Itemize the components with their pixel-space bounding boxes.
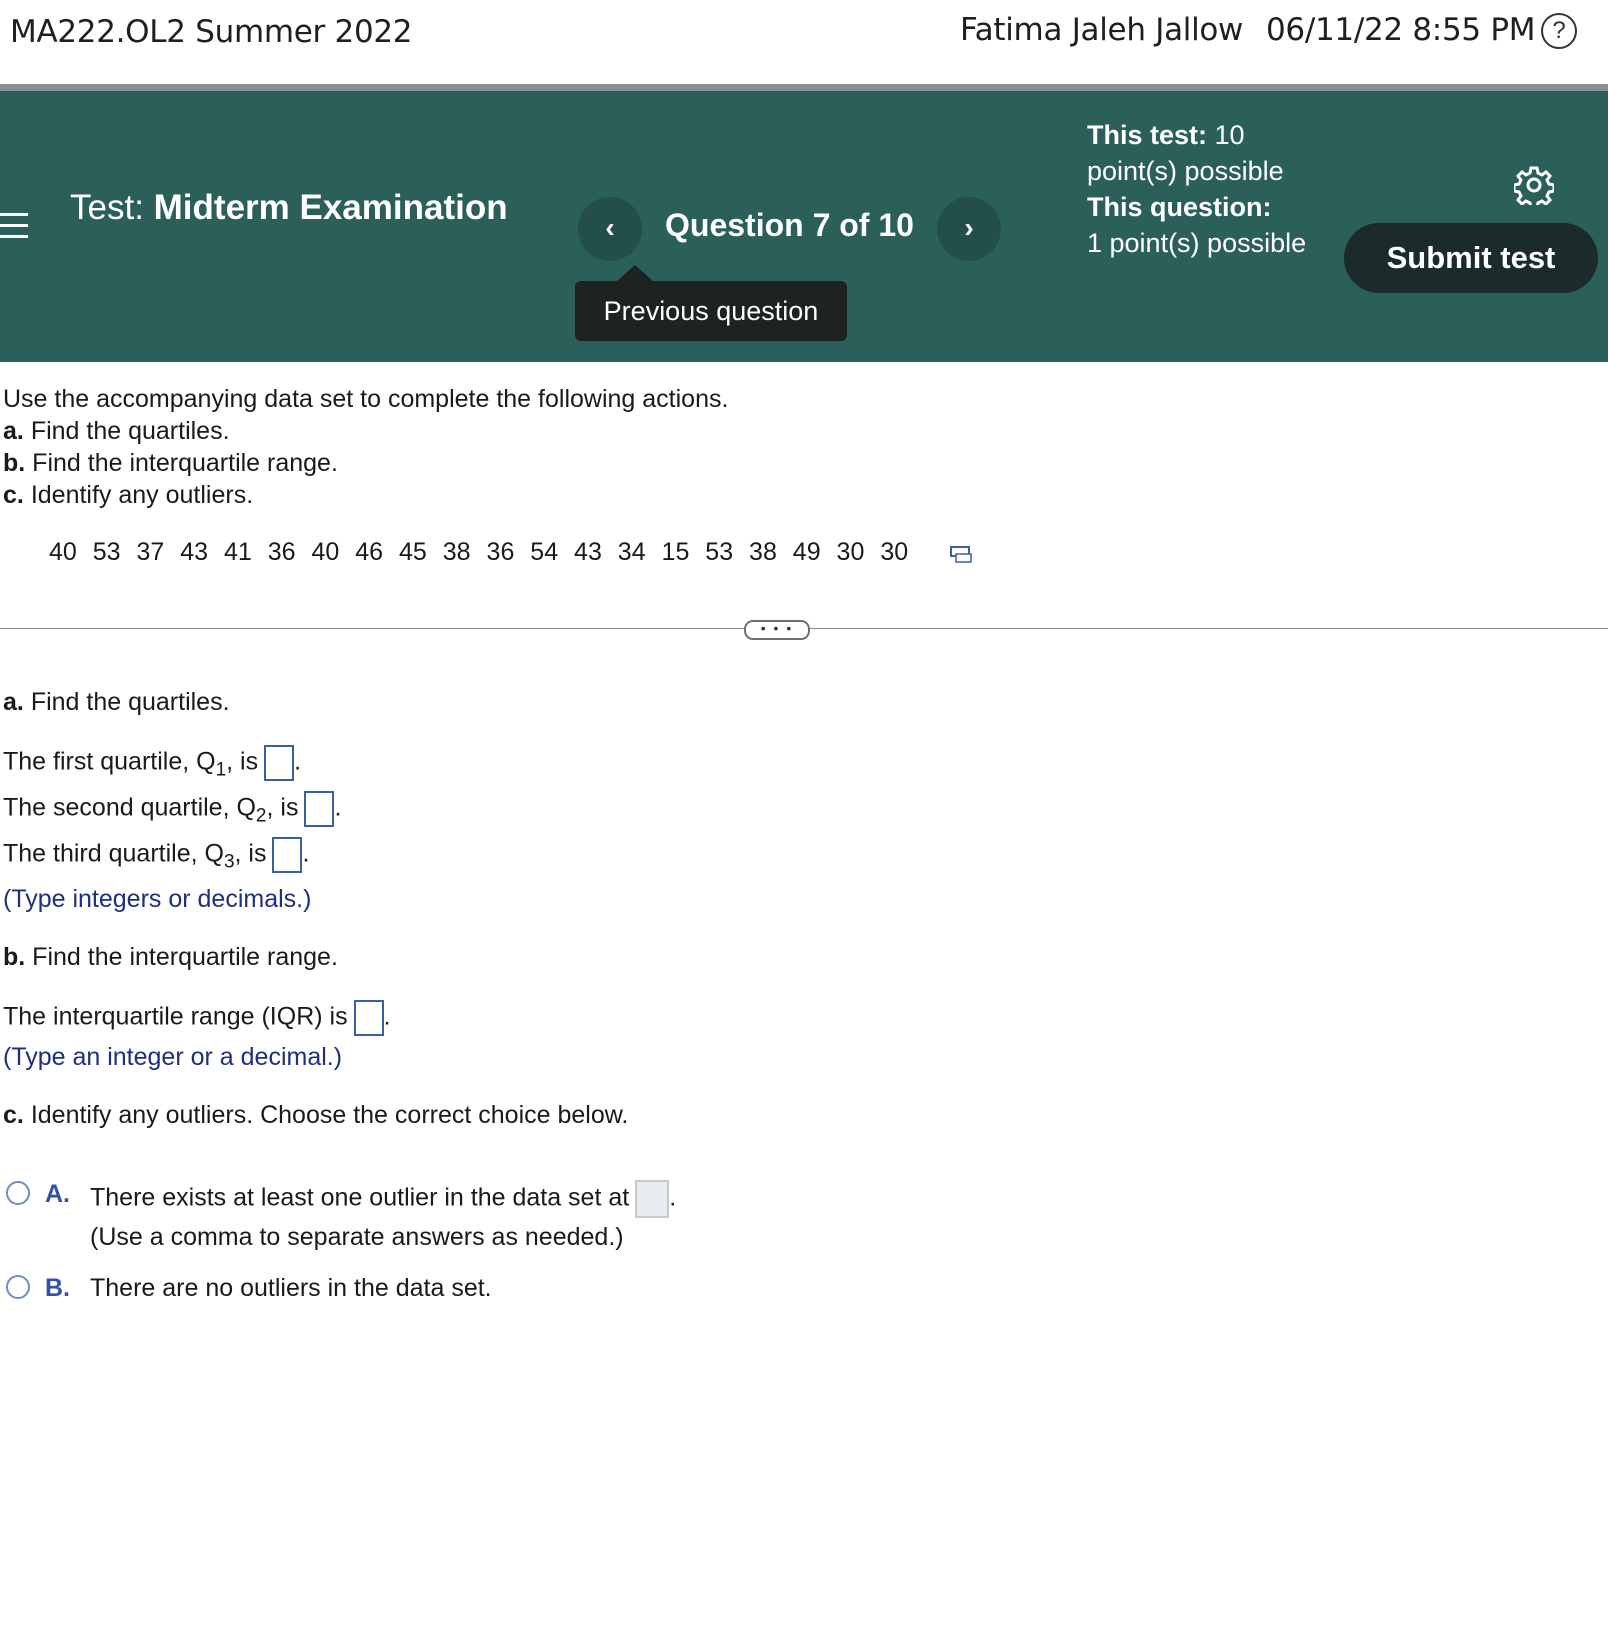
question-intro: Use the accompanying data set to complete the following actions. — [3, 385, 729, 413]
part-text: Find the interquartile range. — [32, 943, 338, 971]
option-b-radio[interactable] — [6, 1275, 30, 1299]
part-b-title — [3, 943, 338, 972]
test-label: Test: — [70, 188, 144, 227]
part-a-hint: (Type integers or decimals.) — [3, 885, 312, 913]
q3-row: The third quartile, $Q_3$, is . — [3, 837, 309, 874]
item-text: Find the quartiles. — [30, 417, 230, 445]
part-text: Identify any outliers. Choose the correct choice below. — [30, 1101, 629, 1129]
expand-more-button[interactable]: • • • — [744, 620, 810, 640]
question-counter: Question 7 of 10 — [665, 207, 914, 243]
part-letter: b. — [3, 943, 26, 971]
q1-is: , is — [226, 747, 259, 776]
question-item-c — [3, 481, 253, 510]
this-question-value: 1 point(s) possible — [1087, 228, 1307, 258]
part-letter: a. — [3, 688, 24, 716]
question-item-a — [3, 417, 230, 446]
q3-label: The third quartile, Q — [3, 839, 224, 868]
q3-subscript: 3 — [223, 851, 235, 873]
option-a-label[interactable]: A. — [45, 1180, 70, 1208]
q2-label: The second quartile, Q — [3, 793, 256, 822]
menu-icon[interactable] — [0, 213, 28, 246]
item-letter: b. — [3, 449, 26, 477]
q2-row: The second quartile, $Q_2$, is . — [3, 791, 341, 828]
part-a-title — [3, 688, 230, 717]
test-name: Midterm Examination — [153, 188, 508, 227]
iqr-label: The interquartile range (IQR) is — [3, 1002, 348, 1031]
previous-question-tooltip: Previous question — [575, 281, 847, 341]
question-item-b — [3, 449, 338, 478]
item-text: Find the interquartile range. — [32, 449, 338, 477]
q1-input[interactable] — [264, 745, 294, 781]
option-a-text: There exists at least one outlier in the data set at . — [90, 1180, 676, 1218]
top-bar — [0, 0, 1608, 84]
this-question-label: This question: — [1087, 192, 1272, 222]
outlier-input[interactable] — [635, 1180, 669, 1218]
test-title — [70, 189, 508, 227]
item-text: Identify any outliers. — [30, 481, 254, 509]
item-letter: c. — [3, 481, 24, 509]
course-title: MA222.OL2 Summer 2022 — [10, 14, 413, 50]
part-b-hint: (Type an integer or a decimal.) — [3, 1043, 343, 1071]
q1-label: The first quartile, Q — [3, 747, 216, 776]
iqr-input[interactable] — [354, 1000, 384, 1036]
previous-question-button[interactable]: ‹ — [578, 197, 642, 261]
this-test-label: This test: — [1087, 120, 1208, 150]
top-divider — [0, 84, 1608, 91]
next-question-button[interactable]: › — [937, 197, 1001, 261]
points-info — [1087, 117, 1337, 261]
test-header — [0, 91, 1608, 362]
option-a-statement: There exists at least one outlier in the data set at — [90, 1183, 630, 1212]
part-letter: c. — [3, 1101, 24, 1129]
q3-is: , is — [234, 839, 267, 868]
this-test-value: 10 point(s) possible — [1087, 120, 1284, 186]
user-name: Fatima Jaleh Jallow — [960, 12, 1244, 48]
option-b-text: There are no outliers in the data set. — [90, 1274, 492, 1302]
option-a-hint: (Use a comma to separate answers as needed.) — [90, 1223, 624, 1251]
part-c-title — [3, 1101, 628, 1130]
settings-gear-icon[interactable] — [1514, 165, 1554, 205]
q2-is: , is — [266, 793, 299, 822]
copy-data-icon[interactable] — [950, 545, 972, 563]
q2-input[interactable] — [304, 791, 334, 827]
data-set: 40 53 37 43 41 36 40 46 45 38 36 54 43 34 15 53 38 49 30 30 — [49, 538, 909, 566]
submit-test-button[interactable]: Submit test — [1344, 223, 1598, 293]
q1-subscript: 1 — [215, 759, 227, 781]
date-time: 06/11/22 8:55 PM — [1266, 12, 1536, 48]
item-letter: a. — [3, 417, 24, 445]
q2-subscript: 2 — [255, 805, 267, 827]
option-b-label[interactable]: B. — [45, 1274, 70, 1302]
part-text: Find the quartiles. — [30, 688, 230, 716]
iqr-row: The interquartile range (IQR) is . — [3, 1000, 391, 1036]
q1-row: The first quartile, $Q_1$, is . — [3, 745, 301, 782]
help-icon[interactable]: ? — [1541, 13, 1577, 49]
option-a-radio[interactable] — [6, 1181, 30, 1205]
q3-input[interactable] — [272, 837, 302, 873]
